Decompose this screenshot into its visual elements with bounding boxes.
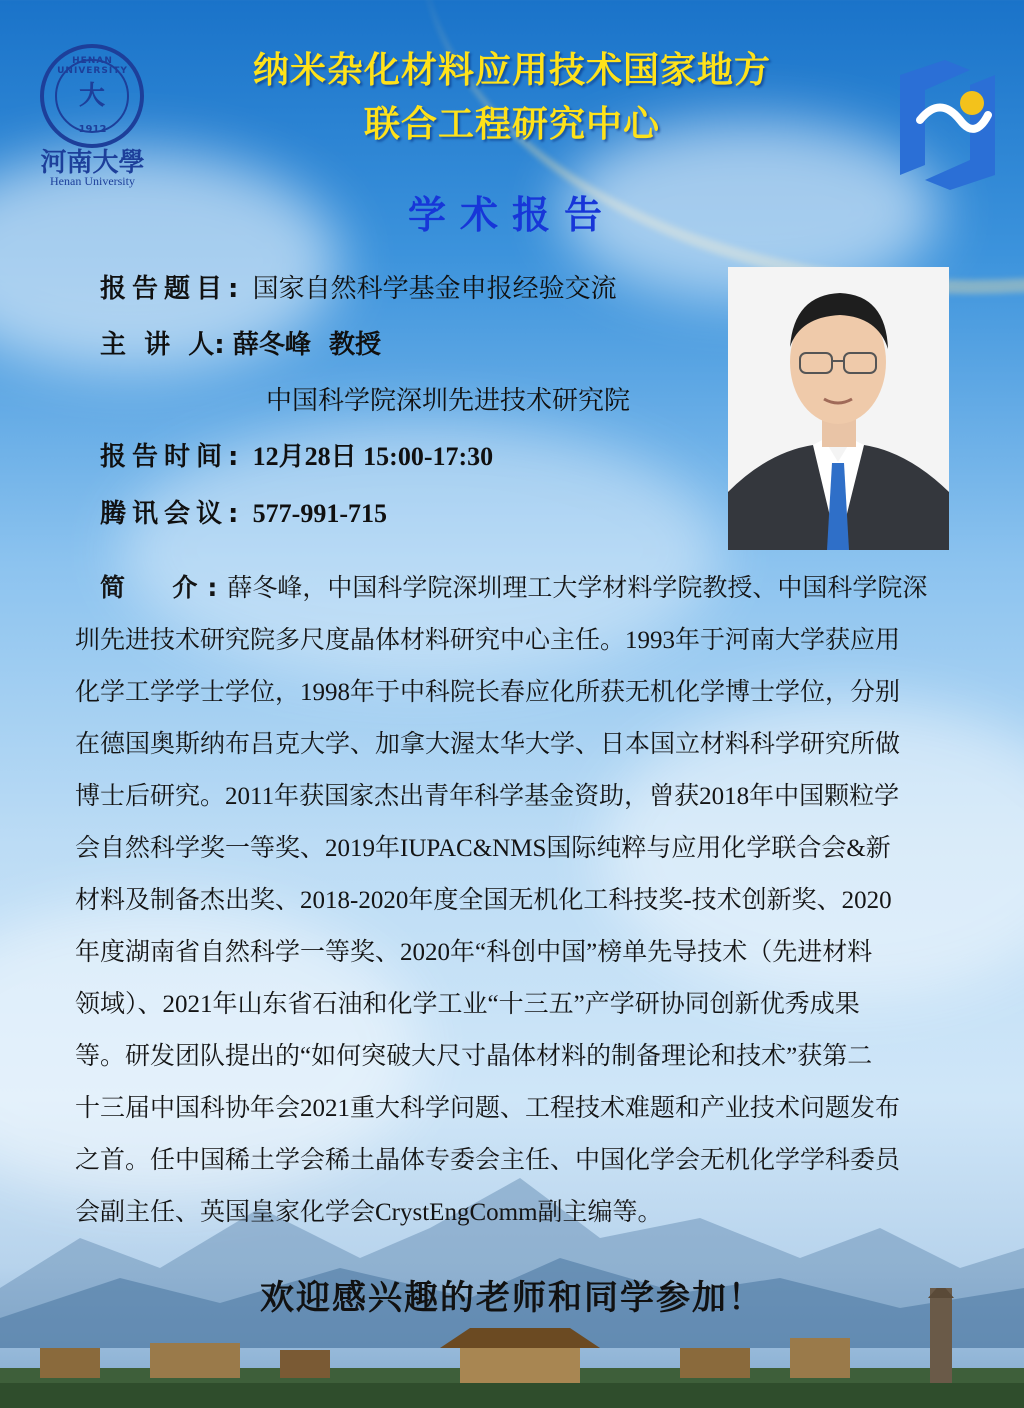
intro-line: 领域）、2021年山东省石油和化学工业“十三五”产学研协同创新优秀成果: [75, 991, 860, 1018]
affiliation-row: [266, 380, 630, 417]
intro-label: 简 介:: [100, 573, 228, 602]
center-name-line2: 联合工程研究中心: [363, 104, 660, 145]
intro-line: 圳先进技术研究院多尺度晶体材料研究中心主任。1993年于河南大学获应用: [75, 627, 901, 654]
meeting-row: [100, 493, 387, 530]
speaker-label: 主 讲 人:: [100, 330, 225, 360]
meeting-label: 腾讯会议:: [100, 499, 245, 529]
intro-line-1: [75, 562, 970, 615]
topic-label: 报告题目:: [100, 274, 245, 304]
intro-line: 化学工学学士学位，1998年于中科院长春应化所获无机化学博士学位，分别: [75, 679, 901, 706]
svg-text:大: 大: [78, 81, 106, 111]
intro-line: 博士后研究。2011年获国家杰出青年科学基金资助，曾获2018年中国颗粒学: [75, 783, 900, 810]
university-name-cn: 河南大學: [40, 148, 145, 178]
time-label: 报告时间:: [100, 442, 245, 472]
topic-value: 国家自然科学基金申报经验交流: [252, 274, 617, 304]
intro-text: 薛冬峰，中国科学院深圳理工大学材料学院教授、中国科学院深: [227, 575, 928, 602]
center-name-line1: 纳米杂化材料应用技术国家地方: [252, 50, 771, 91]
seal-text: HENAN UNIVERSITY: [57, 56, 128, 76]
time-value: 12月28日 15:00-17:30: [252, 442, 494, 471]
speaker-photo: [728, 267, 949, 550]
intro-line: 年度湖南省自然科学一等奖、2020年“科创中国”榜单先导技术（先进材料: [75, 939, 873, 966]
seal-year: 1912: [78, 124, 107, 135]
intro-line: 在德国奥斯纳布吕克大学、加拿大渥太华大学、日本国立材料科学研究所做: [75, 731, 901, 758]
intro-line: 等。研发团队提出的“如何突破大尺寸晶体材料的制备理论和技术”获第二: [75, 1043, 873, 1070]
speaker-introduction: [75, 562, 970, 1239]
intro-line: 之首。任中国稀土学会稀土晶体专委会主任、中国化学会无机化学学科委员: [75, 1147, 901, 1174]
speaker-value: 薛冬峰 教授: [232, 330, 381, 360]
intro-line: 会副主任、英国皇家化学会CrystEngComm副主编等。: [75, 1199, 663, 1226]
welcome-message: 欢迎感兴趣的老师和同学参加！: [260, 1278, 764, 1318]
intro-line: 材料及制备杰出奖、2018-2020年度全国无机化工科技奖-技术创新奖、2020: [75, 887, 892, 914]
intro-line: 十三届中国科协年会2021重大科学问题、工程技术难题和产业技术问题发布: [75, 1095, 901, 1122]
speaker-row: [100, 324, 381, 361]
time-row: [100, 436, 493, 473]
speaker-affiliation: 中国科学院深圳先进技术研究院: [266, 386, 631, 416]
intro-line: 会自然科学奖一等奖、2019年IUPAC&NMS国际纯粹与应用化学联合会&新: [75, 835, 891, 862]
page-title: 学术报告: [407, 193, 616, 237]
university-name-en: Henan University: [50, 174, 135, 188]
topic-row: [100, 268, 617, 305]
meeting-id: 577-991-715: [252, 499, 387, 528]
